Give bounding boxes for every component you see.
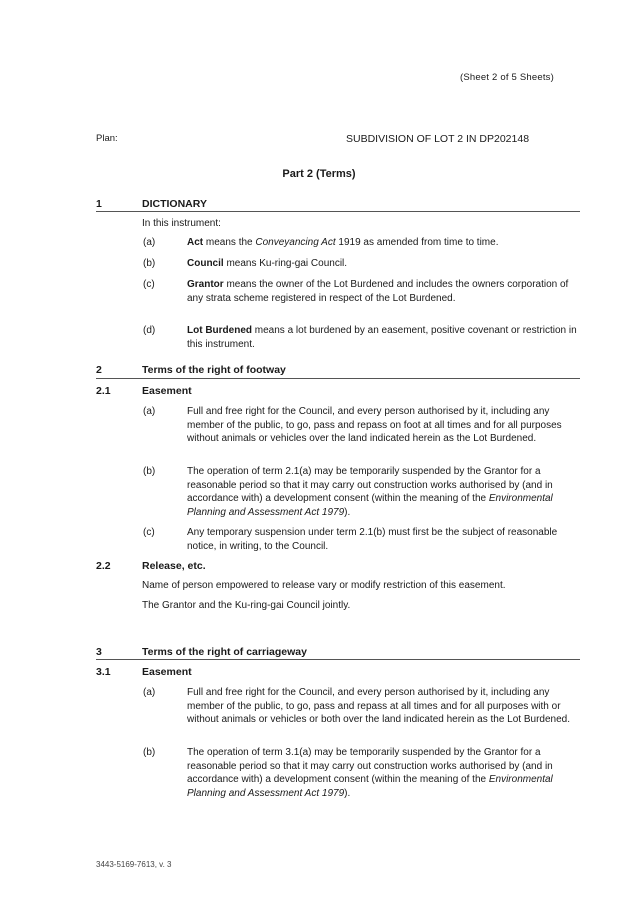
plan-value: SUBDIVISION OF LOT 2 IN DP202148 [346,133,530,145]
item-label: (a) [143,687,156,698]
section-3-heading: Terms of the right of carriageway [142,646,307,658]
sheet-number: (Sheet 2 of 5 Sheets) [460,72,554,83]
subsection-2-2-heading: Release, etc. [142,560,206,572]
section-2-number: 2 [96,364,102,376]
footway-clause-b: The operation of term 2.1(a) may be temporarily suspended by the Grantor for a reasonable period so that it may carry out construction works authorised by (and in accordance with) a development consent (within the meaning of the Environmental Planning and Assessment Act 1979). [187,466,553,518]
item-label: (b) [143,466,156,477]
document-reference: 3443-5169-7613, v. 3 [96,860,172,869]
carriageway-clause-a: Full and free right for the Council, and every person authorised by it, including any member of the public, to go, pass and repass at all times and for all purposes with or without animals or vehicles or both over the land indicated herein as the Lot Burdened. [187,687,571,725]
release-line-1: Name of person empowered to release vary or modify restriction of this easement. [142,580,506,591]
item-label: (c) [143,527,155,538]
section-divider [96,378,580,379]
subsection-2-2-number: 2.2 [96,560,111,572]
section-divider [96,211,580,212]
definition-council: Council means Ku-ring-gai Council. [187,258,348,269]
plan-label: Plan: [96,133,118,144]
definition-grantor: Grantor means the owner of the Lot Burdened and includes the owners corporation of any strata scheme registered in respect of the Lot Burdened. [187,279,569,304]
section-divider [96,659,580,660]
item-label: (a) [143,406,156,417]
item-label: (b) [143,747,156,758]
item-label: (b) [143,258,156,269]
section-1-number: 1 [96,198,102,210]
subsection-2-1-heading: Easement [142,385,192,397]
dictionary-intro: In this instrument: [142,218,221,229]
release-line-2: The Grantor and the Ku-ring-gai Council jointly. [142,600,351,611]
definition-lot-burdened: Lot Burdened means a lot burdened by an easement, positive covenant or restriction in this instrument. [187,325,577,350]
item-label: (d) [143,325,156,336]
footway-clause-a: Full and free right for the Council, and every person authorised by it, including any member of the public, to go, pass and repass on foot at all times and for all purposes without animals or vehicles over the land indicated herein as the Lot Burdened. [187,406,562,444]
definition-act: Act means the Conveyancing Act 1919 as amended from time to time. [187,237,499,248]
section-3-number: 3 [96,646,102,658]
subsection-3-1-heading: Easement [142,666,192,678]
section-1-heading: DICTIONARY [142,198,207,210]
footway-clause-c: Any temporary suspension under term 2.1(b) must first be the subject of reasonable notice, in writing, to the Council. [187,527,558,552]
section-2-heading: Terms of the right of footway [142,364,286,376]
subsection-2-1-number: 2.1 [96,385,111,397]
carriageway-clause-b: The operation of term 3.1(a) may be temporarily suspended by the Grantor for a reasonable period so that it may carry out construction works authorised by (and in accordance with) a development consent (within the meaning of the Environmental Planning and Assessment Act 1979). [187,747,553,799]
part-title: Part 2 (Terms) [282,168,356,180]
item-label: (c) [143,279,155,290]
item-label: (a) [143,237,156,248]
subsection-3-1-number: 3.1 [96,666,111,678]
